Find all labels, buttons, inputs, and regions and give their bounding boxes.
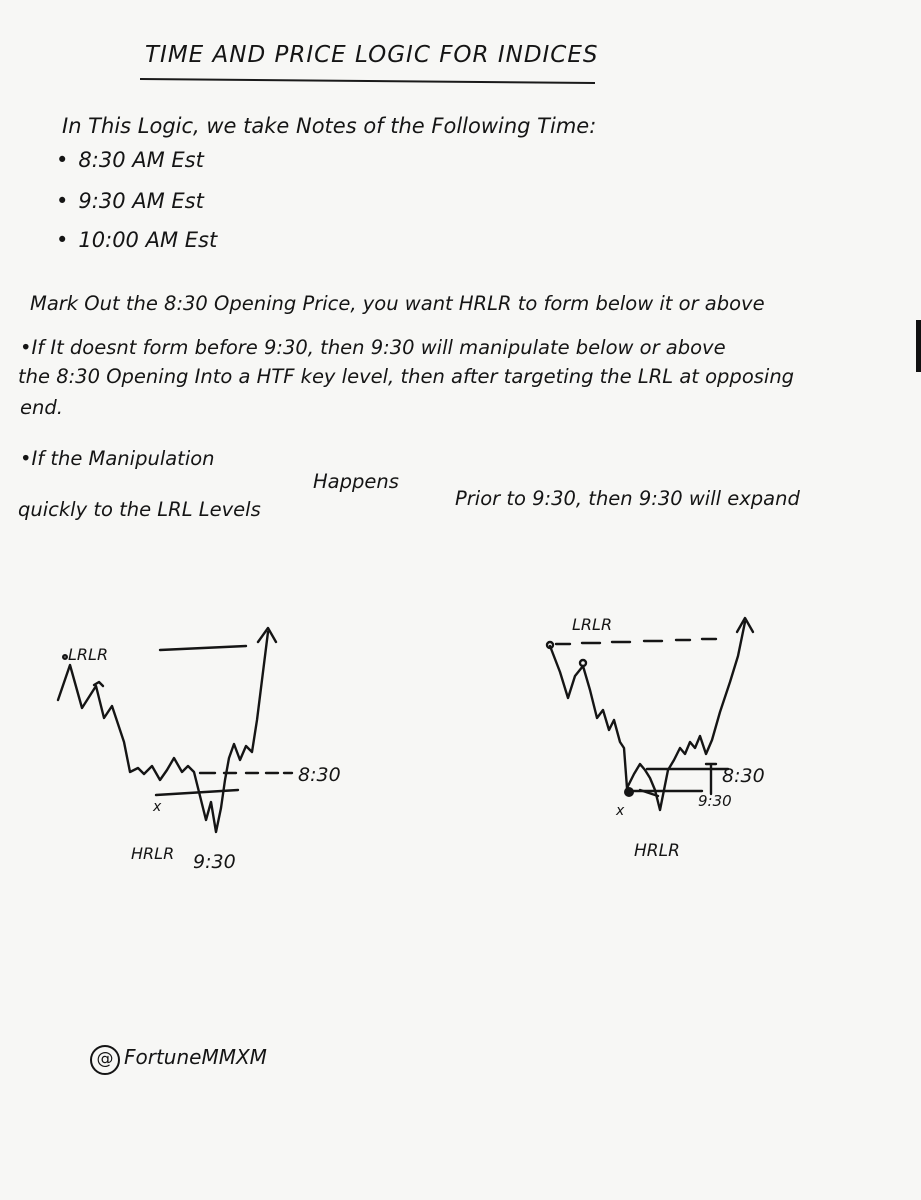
- right-lrlr-line: [556, 639, 716, 644]
- page-title: TIME AND PRICE LOGIC FOR INDICES: [145, 42, 599, 68]
- left-hrlr-label: HRLR: [131, 844, 175, 863]
- time-item-3: • 10:00 AM Est: [56, 228, 217, 252]
- paragraph-manipulation-line1: •If It doesnt form before 9:30, then 9:30 will manipulate below or above: [20, 336, 726, 359]
- signature-handle: FortuneMMXM: [124, 1045, 267, 1069]
- paragraph-expansion-part2: Happens: [313, 470, 399, 493]
- left-time-label: 9:30: [193, 851, 236, 873]
- left-lrlr-label: LRLR: [68, 645, 109, 664]
- time-item-1: • 8:30 AM Est: [56, 148, 204, 172]
- intro-text: In This Logic, we take Notes of the Following Time:: [62, 114, 597, 138]
- at-symbol: @: [90, 1045, 120, 1075]
- paragraph-expansion-part3: Prior to 9:30, then 9:30 will expand: [455, 487, 800, 510]
- paragraph-expansion-part4: quickly to the LRL Levels: [18, 498, 261, 521]
- paragraph-opening-price: Mark Out the 8:30 Opening Price, you want HRLR to form below it or above: [30, 292, 765, 315]
- right-hrlr-label: HRLR: [634, 841, 680, 861]
- paragraph-expansion-part1: •If the Manipulation: [20, 447, 215, 470]
- signature: [90, 1045, 267, 1075]
- right-time-label: 9:30: [698, 792, 732, 810]
- right-x-mark: x: [616, 803, 625, 819]
- paragraph-manipulation-line2: the 8:30 Opening Into a HTF key level, then after targeting the LRL at opposing: [18, 365, 795, 388]
- right-lrlr-label: LRLR: [572, 615, 613, 634]
- right-hrlr-dot: [624, 787, 634, 797]
- right-open-label: 8:30: [722, 765, 765, 787]
- time-item-2: • 9:30 AM Est: [56, 189, 204, 213]
- right-price-path: [550, 622, 745, 810]
- paragraph-manipulation-line3: end.: [20, 396, 63, 419]
- right-swing-high-2: [580, 660, 586, 666]
- left-open-label: 8:30: [298, 764, 341, 786]
- left-x-mark: x: [153, 799, 162, 815]
